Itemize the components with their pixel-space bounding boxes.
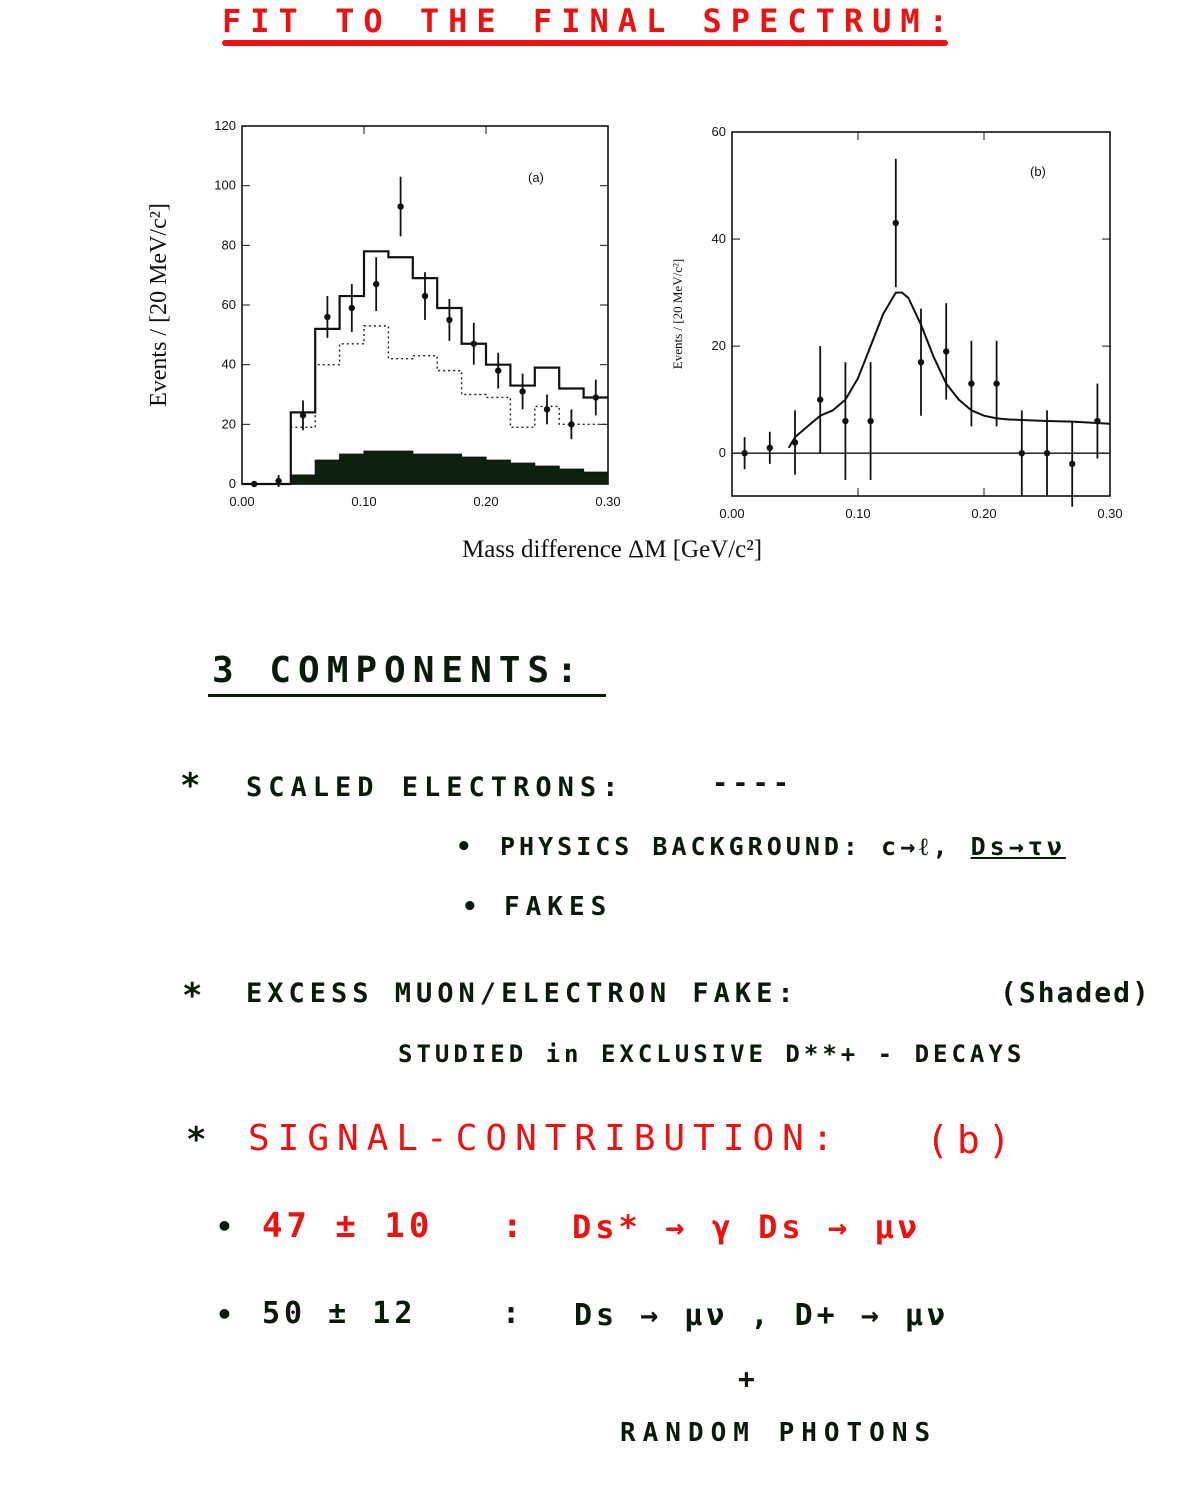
panel-label: (a)	[528, 170, 544, 185]
signal-count: 47 ± 10	[262, 1206, 434, 1246]
data-point	[767, 445, 773, 451]
x-tick-label: 0.00	[719, 506, 745, 521]
data-point	[893, 220, 899, 226]
y-tick-label: 60	[711, 124, 726, 139]
x-tick-label: 0.10	[845, 506, 871, 521]
y-tick-label: 120	[214, 118, 236, 133]
data-point	[792, 439, 798, 445]
bullet: •	[462, 892, 484, 922]
background-process: Ds → μν , D+ → μν	[574, 1298, 950, 1333]
data-point	[867, 418, 873, 424]
data-point	[373, 281, 379, 287]
data-point	[349, 305, 355, 311]
data-point	[1069, 461, 1075, 467]
signal-separator: :	[502, 1206, 529, 1246]
bullet: •	[456, 832, 478, 862]
physics-background-text: PHYSICS BACKGROUND: c→ℓ,	[500, 832, 971, 861]
data-point	[842, 418, 848, 424]
studied-detail: STUDIED in EXCLUSIVE D**+ - DECAYS	[398, 1040, 1026, 1068]
data-point	[300, 412, 306, 418]
shaded-fake-histogram	[242, 451, 608, 484]
y-tick-label: 80	[221, 237, 236, 253]
item-marker: *	[186, 1120, 213, 1160]
data-point	[1094, 418, 1100, 424]
y-axis-label: Events / [20 MeV/c²]	[670, 258, 685, 370]
y-tick-label: 100	[214, 177, 236, 193]
data-point	[495, 367, 501, 373]
data-point	[593, 394, 599, 400]
y-tick-label: 60	[221, 297, 236, 312]
fit-curve	[789, 293, 1110, 448]
random-photons: RANDOM PHOTONS	[620, 1418, 938, 1448]
page-title: FIT TO THE FINAL SPECTRUM:	[222, 2, 957, 40]
x-tick-label: 0.30	[595, 494, 621, 509]
data-point	[519, 388, 525, 394]
y-tick-label: 0	[228, 476, 236, 491]
chart-panel-a	[130, 110, 730, 650]
signal-process: Ds* → γ Ds → μν	[572, 1208, 921, 1246]
data-point	[817, 396, 823, 402]
data-point	[275, 478, 281, 484]
data-point	[471, 341, 477, 347]
data-point	[1019, 450, 1025, 456]
data-point	[568, 421, 574, 427]
scaled-electrons-label: SCALED ELECTRONS:	[246, 772, 625, 803]
y-tick-label: 40	[711, 231, 726, 247]
data-point	[251, 481, 257, 487]
data-point	[1044, 450, 1050, 456]
signal-contribution-label: SIGNAL-CONTRIBUTION:	[248, 1118, 842, 1159]
x-tick-label: 0.10	[351, 494, 377, 509]
x-tick-label: 0.00	[229, 494, 255, 509]
item-marker: *	[180, 766, 207, 806]
plus-sign: +	[738, 1362, 761, 1395]
bullet: •	[216, 1210, 239, 1243]
dashed-line-legend: ----	[712, 768, 794, 799]
data-point	[324, 314, 330, 320]
excess-fake-label: EXCESS MUON/ELECTRON FAKE:	[246, 978, 799, 1009]
data-point	[397, 203, 403, 209]
y-tick-label: 20	[711, 338, 726, 354]
data-point	[446, 317, 452, 323]
item-marker: *	[182, 976, 209, 1016]
title-underline	[222, 40, 948, 46]
ds-tau-nu-underlined: Ds→τν	[970, 832, 1066, 861]
components-underline	[208, 694, 606, 697]
data-point	[943, 348, 949, 354]
chart-panel-b	[660, 110, 1130, 550]
y-axis-label: Events / [20 MeV/c²]	[146, 203, 172, 407]
panel-label: (b)	[1030, 164, 1046, 179]
background-separator: :	[502, 1296, 527, 1331]
y-tick-label: 0	[718, 445, 726, 461]
data-point	[993, 380, 999, 386]
x-axis-label: Mass difference ΔM [GeV/c²]	[462, 536, 763, 563]
components-heading: 3 COMPONENTS:	[212, 650, 585, 691]
x-tick-label: 0.20	[971, 506, 997, 521]
data-point	[968, 380, 974, 386]
data-point	[422, 293, 428, 299]
y-tick-label: 20	[221, 416, 236, 432]
signal-note: (b)	[926, 1118, 1019, 1162]
bullet: •	[216, 1298, 239, 1331]
fakes-item: FAKES	[504, 892, 613, 922]
physics-background-item	[500, 832, 1066, 862]
data-point	[918, 359, 924, 365]
x-tick-label: 0.30	[1097, 506, 1123, 521]
data-point	[544, 406, 550, 412]
x-tick-label: 0.20	[473, 494, 499, 509]
background-count: 50 ± 12	[262, 1296, 417, 1331]
shaded-note: (Shaded)	[1000, 976, 1151, 1009]
data-point	[741, 450, 747, 456]
y-tick-label: 40	[221, 356, 236, 372]
